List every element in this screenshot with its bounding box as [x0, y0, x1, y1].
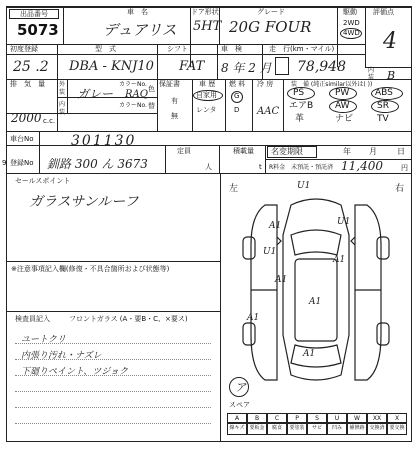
color-no: RAQ — [125, 89, 148, 100]
load-unit: t — [259, 163, 262, 171]
day-label: 日 — [397, 147, 405, 156]
drive-4wd: 4WD — [343, 29, 360, 37]
recycle-amount: 11,400 — [341, 159, 383, 173]
equip-abs: ABS — [375, 88, 393, 98]
front-glass-label: フロントガラス (A・要B・C、×要ス) — [69, 315, 188, 323]
fuel-label: 燃 料 — [229, 80, 246, 88]
doors-label: ドア形状 — [191, 8, 219, 16]
inspection: 8 年 2 月 — [221, 61, 272, 75]
spare-label: スペア — [229, 401, 250, 409]
wheel-rl — [243, 323, 255, 345]
lot-label-box — [9, 9, 59, 19]
car-rear-glass — [291, 345, 341, 367]
grade: 20G FOUR — [229, 18, 312, 36]
replaced-label: 替 — [148, 102, 155, 110]
mileage: 78,948 — [297, 59, 346, 75]
ac-label: 冷 房 — [257, 80, 274, 88]
legend-code-p: P — [287, 413, 307, 423]
mark-3: U1 — [337, 217, 351, 227]
equip-navi: ナビ — [335, 114, 354, 124]
mileage-box — [275, 57, 289, 75]
chassis: 301130 — [71, 133, 137, 149]
interior-label-2: 内装 — [59, 101, 66, 116]
drive-2wd: 2WD — [343, 19, 360, 27]
equip-aw-circle — [329, 100, 357, 113]
equipment-grid — [287, 89, 409, 129]
legend-meaning-u: 凹み — [327, 423, 347, 435]
history-private: 自家用 — [196, 91, 217, 99]
type: DBA - KNJ10 — [69, 59, 154, 74]
legend-meaning-c: 腐食 — [267, 423, 287, 435]
shift-label: シフト — [167, 45, 188, 53]
mark-9: A1 — [303, 349, 316, 359]
interior-label: 内装 — [368, 67, 375, 81]
warranty-no: 無 — [171, 112, 178, 120]
doors: 5HT — [193, 19, 222, 34]
equipment-label: 装 備 (純正similar以外は( )) — [291, 81, 373, 88]
mark-6: A1 — [275, 275, 288, 285]
car-diagram-svg — [221, 175, 411, 405]
capacity-label: 定員 — [177, 147, 191, 155]
equip-pw-circle — [329, 87, 357, 100]
reg: 釧路 300 ん 3673 — [47, 157, 148, 171]
equip-leather: 革 — [295, 114, 305, 124]
color-no-label: カラーNo. — [119, 81, 147, 88]
mark-5: A1 — [333, 255, 346, 265]
car-outline — [243, 199, 389, 380]
lot-label: 出品番号 — [20, 10, 48, 18]
legend-code-w: W — [347, 413, 367, 423]
spare-value: ア — [235, 381, 246, 394]
score-label: 評価点 — [373, 8, 394, 16]
recycle-label: R料金 未預託・預託済 — [269, 164, 334, 171]
legend-code-xx: XX — [367, 413, 387, 423]
equip-pw: PW — [335, 88, 350, 98]
capacity-unit: 人 — [205, 163, 212, 171]
inspection-sheet — [2, 6, 412, 442]
load-label: 積載量 — [233, 147, 254, 155]
diagram-right-label: 右 — [395, 184, 405, 194]
legend-meaning-xx: 交換済 — [367, 423, 387, 435]
interior-grade: B — [387, 69, 396, 82]
color: ガレー — [77, 87, 114, 101]
equip-sr-circle — [371, 100, 399, 113]
legend-meaning-b: 要板金 — [247, 423, 267, 435]
inspection-label: 車 検 — [221, 45, 242, 53]
legend-grid — [227, 413, 409, 437]
grade-label: グレード — [257, 8, 285, 16]
legend-code-x: X — [387, 413, 407, 423]
shift: FAT — [179, 59, 205, 74]
legend-meaning-w: 補修跡 — [347, 423, 367, 435]
equip-aw: AW — [335, 101, 350, 111]
legend-meaning-a: 線キズ — [227, 423, 247, 435]
wheel-rr — [377, 323, 389, 345]
year-label: 年 — [343, 147, 351, 156]
mark-2: A1 — [269, 221, 282, 231]
legend-code-c: C — [267, 413, 287, 423]
mark-4: U1 — [263, 247, 277, 257]
wheel-fr — [377, 237, 389, 259]
first-reg-label: 初度登録 — [10, 45, 38, 53]
mark-8: A1 — [247, 313, 260, 323]
legend-code-s: S — [307, 413, 327, 423]
chassis-label: 車台No — [10, 135, 34, 143]
history-rental: レンタ — [196, 106, 217, 114]
displacement-label: 排 気 量 — [10, 80, 45, 88]
equip-sr: SR — [377, 101, 389, 111]
cc: c.c. — [43, 117, 56, 125]
fuel-g: G — [234, 92, 240, 100]
fuel-d: D — [234, 106, 240, 114]
warranty-yes: 有 — [171, 97, 178, 105]
note-1: ユートクリ — [21, 335, 66, 345]
legend-meaning-s: サビ — [307, 423, 327, 435]
legend-code-a: A — [227, 413, 247, 423]
type-label: 型 式 — [95, 45, 116, 53]
note-3: 下廻りペイント、ツジョク — [21, 367, 129, 377]
note-2: 内張り汚れ・ナズレ — [21, 351, 102, 361]
mark-7: A1 — [309, 297, 322, 307]
car-right-side — [355, 205, 381, 380]
sales-point-label: セールスポイント — [15, 177, 71, 185]
side-number: 9 — [2, 159, 7, 167]
caution-label: ※注意事項記入欄(修復・不具合箇所および状態等) — [11, 265, 170, 273]
mileage-label: 走 行(km・マイル) — [269, 45, 335, 53]
equip-ps: PS — [293, 88, 305, 98]
diagram-left-label: 左 — [229, 184, 239, 194]
sales-point-text: ガラスサンルーフ — [29, 194, 139, 210]
warranty-label: 保証書 — [159, 80, 180, 88]
car-left-side — [251, 205, 277, 380]
reg-label: 登録No — [10, 159, 34, 167]
inspector-label: 検査員記入 — [15, 315, 50, 323]
car-name: デュアリス — [103, 21, 177, 39]
mark-1: U1 — [297, 181, 311, 191]
legend-code-b: B — [247, 413, 267, 423]
exterior-label: 外装 — [59, 81, 66, 96]
wheel-fl — [243, 237, 255, 259]
color-no-label-2: カラーNo. — [119, 102, 147, 109]
first-reg: 25 .2 — [13, 59, 49, 75]
history-label: 車 歴 — [199, 80, 216, 88]
score: 4 — [383, 29, 397, 54]
equip-abs-circle — [371, 87, 403, 100]
ac: AAC — [257, 106, 280, 117]
month-label: 月 — [369, 147, 377, 156]
car-name-label: 車 名 — [127, 8, 148, 16]
drive-label: 駆動 — [343, 8, 357, 16]
legend-meaning-x: 要交換 — [387, 423, 407, 435]
equip-tv: TV — [377, 114, 389, 124]
yen: 円 — [401, 164, 408, 172]
car-windshield — [291, 230, 341, 255]
name-change-label: 名変期限 — [271, 147, 303, 156]
equip-airbag: エアB — [289, 101, 314, 111]
legend-code-u: U — [327, 413, 347, 423]
lot-number: 5073 — [17, 21, 59, 39]
equip-ps-circle — [287, 87, 315, 100]
displacement: 2000 — [11, 111, 42, 125]
legend-meaning-p: 要塗装 — [287, 423, 307, 435]
color-label: 色 — [148, 85, 155, 93]
